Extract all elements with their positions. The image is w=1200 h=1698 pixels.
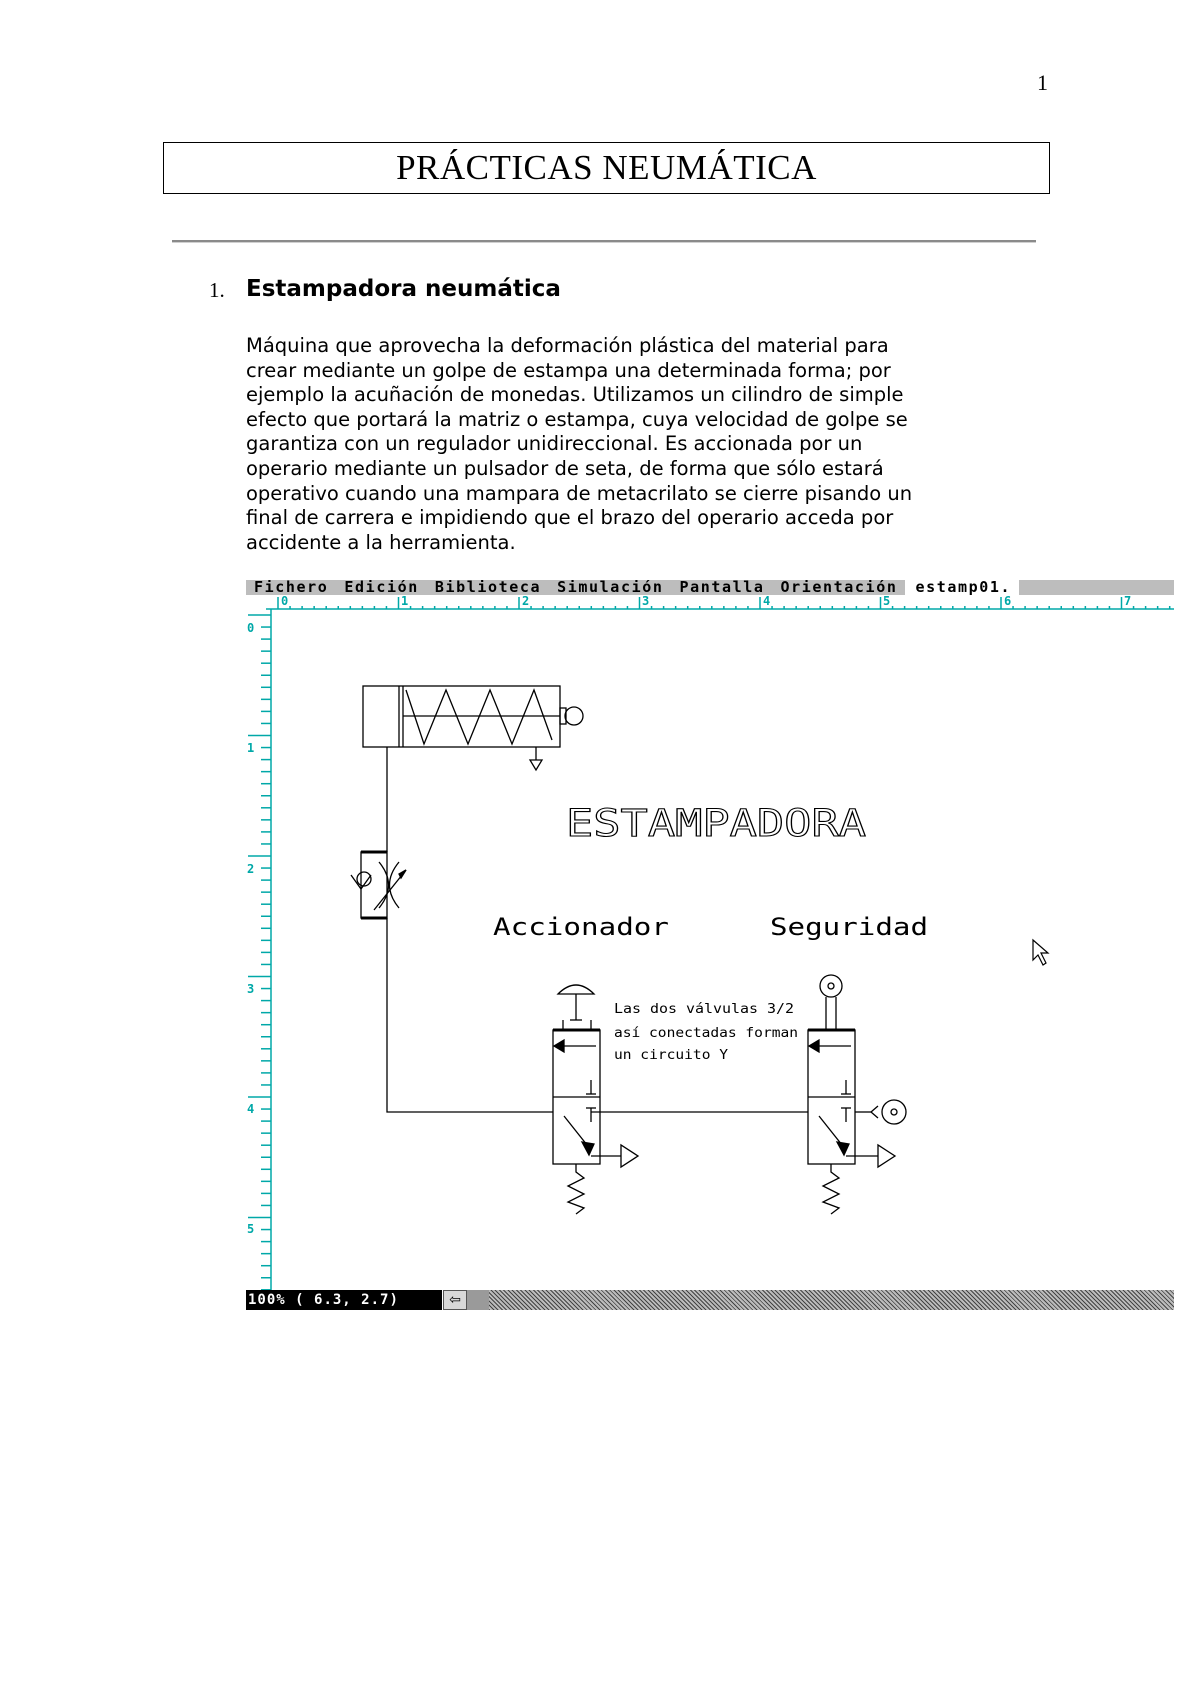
horizontal-scrollbar[interactable]	[489, 1290, 1174, 1310]
menu-simulacion[interactable]: Simulación	[557, 580, 664, 596]
ruler-x-5: 5	[883, 594, 891, 608]
section-title: Estampadora neumática	[246, 276, 561, 302]
ruler-x-6: 6	[1004, 594, 1012, 608]
label-accionador: Accionador	[493, 913, 669, 941]
section-number: 1.	[209, 278, 225, 302]
menu-orientacion[interactable]: Orientación	[780, 580, 898, 596]
ruler-y-0: 0	[247, 621, 255, 635]
ruler-y-3: 3	[247, 982, 255, 996]
fluidsim-window	[246, 580, 1174, 1312]
cursor-coords: ( 6.3, 2.7)	[295, 1292, 399, 1308]
roller-limit-valve[interactable]	[808, 975, 906, 1214]
ruler-x-1: 1	[401, 594, 409, 608]
ruler-x-2: 2	[522, 594, 530, 608]
single-acting-cylinder[interactable]	[363, 686, 583, 770]
note-line-1: Las dos válvulas 3/2	[614, 1002, 794, 1017]
ruler-y-5: 5	[247, 1222, 255, 1236]
note-line-3: un circuito Y	[614, 1048, 729, 1063]
zoom-level: 100%	[248, 1292, 286, 1308]
menu-fichero[interactable]: Fichero	[254, 580, 329, 596]
menu-edicion[interactable]: Edición	[344, 580, 419, 596]
diagram-title: ESTAMPADORA	[566, 802, 866, 845]
zoom-coords-readout	[246, 1290, 442, 1310]
scrollbar-thumb[interactable]	[467, 1290, 489, 1310]
circuit-canvas[interactable]	[246, 580, 1174, 1290]
ruler-x-7: 7	[1124, 594, 1132, 608]
pushbutton-valve[interactable]	[553, 985, 638, 1214]
ruler-x-4: 4	[763, 594, 771, 608]
page-number: 1	[1037, 70, 1048, 95]
note-line-2: así conectadas forman	[614, 1026, 798, 1041]
menu-biblioteca[interactable]: Biblioteca	[434, 580, 542, 596]
ruler-y-4: 4	[247, 1102, 255, 1116]
flow-regulator[interactable]	[351, 852, 406, 918]
mouse-cursor-icon	[1033, 940, 1048, 965]
document-title: PRÁCTICAS NEUMÁTICA	[163, 142, 1050, 194]
ruler-x-3: 3	[642, 594, 650, 608]
ruler-x-0: 0	[281, 594, 289, 608]
file-name: estamp01.	[905, 580, 1019, 595]
menu-pantalla[interactable]: Pantalla	[679, 580, 765, 596]
section-body: Máquina que aprovecha la deformación plástica del material para crear mediante un golpe de estampa una determinada forma; por ejemplo la acuñación de monedas. Utilizamos un cilindro de simple efecto que portará la matriz o estampa, cuya velocidad de golpe se garantiza con un regulador unidireccional. Es accionada por un operario mediante un pulsador de seta, de forma que sólo estará operativo cuando una mampara de metacrilato se cierre pisando un final de carrera e impidiendo que el brazo del operario acceda por accidente a la herramienta.	[246, 334, 913, 554]
ruler-y-2: 2	[247, 862, 255, 876]
label-seguridad: Seguridad	[770, 913, 928, 941]
horizontal-rule	[172, 240, 1036, 243]
status-bar	[246, 1290, 1174, 1312]
ruler-y-1: 1	[247, 741, 255, 755]
scroll-left-arrow-icon[interactable]: ⇦	[443, 1290, 467, 1310]
vertical-ruler	[248, 609, 271, 1290]
